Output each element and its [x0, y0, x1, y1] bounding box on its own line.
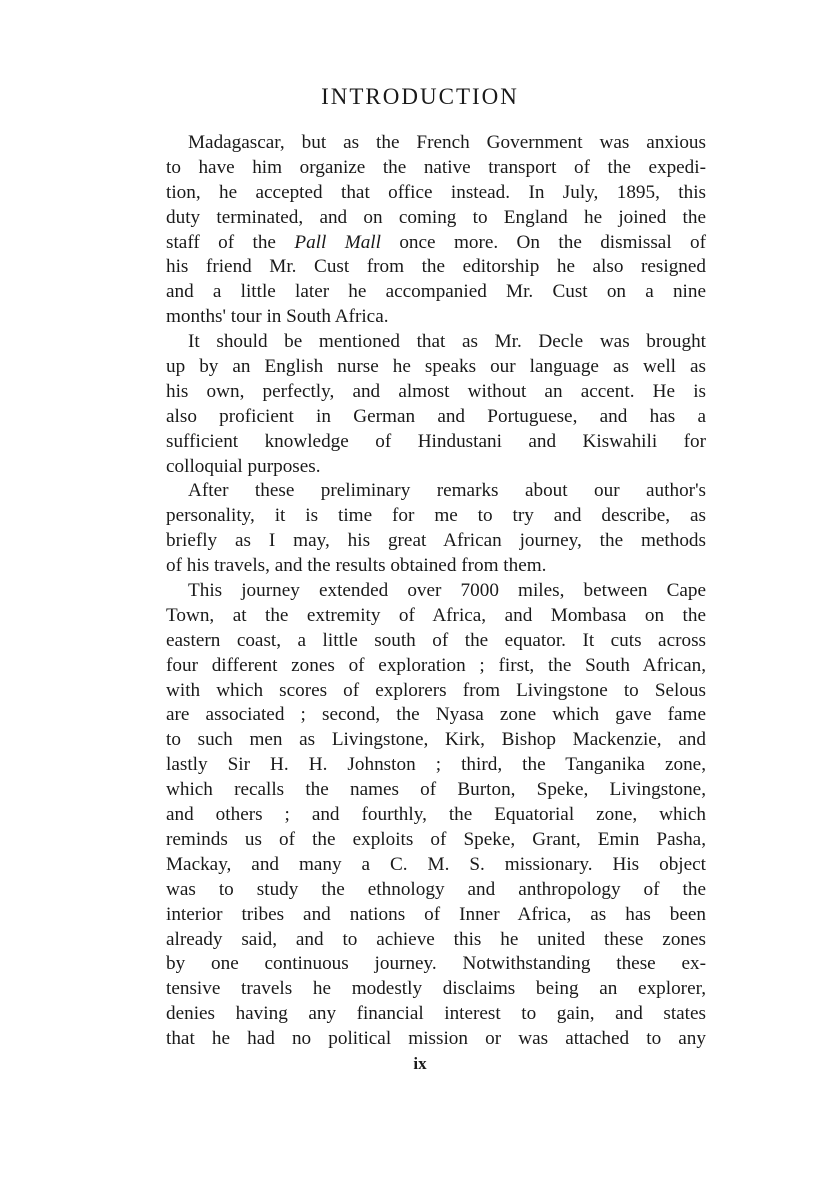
text-line: was to study the ethnology and anthropology of the [166, 878, 706, 900]
text-line: It should be mentioned that as Mr. Decle was brought [188, 331, 706, 353]
text-line: Madagascar, but as the French Government was anxious [188, 132, 706, 153]
text-line: interior tribes and nations of Inner Africa, as has been [166, 903, 706, 925]
text-line: are associated ; second, the Nyasa zone which gave fame [166, 704, 706, 726]
text-line: and a little later he accompanied Mr. Cust on a nine [166, 281, 706, 303]
paragraph [166, 579, 706, 1052]
text-line: up by an English nurse he speaks our language as well as [166, 356, 706, 378]
text-line: sufficient knowledge of Hindustani and Kiswahili for [166, 430, 706, 452]
text-line: briefly as I may, his great African journey, the methods [166, 530, 706, 552]
text-line: After these preliminary remarks about our author's [188, 480, 706, 502]
page-title: INTRODUCTION [321, 84, 519, 109]
text-line: with which scores of explorers from Livingstone to Selous [166, 679, 706, 701]
text-line: colloquial purposes. [166, 455, 321, 477]
text-line: personality, it is time for me to try and describe, as [166, 505, 706, 527]
italic-title: Pall Mall [294, 231, 381, 253]
text-line: four different zones of exploration ; first, the South African, [166, 654, 706, 676]
text-line: staff of the Pall Mall once more. On the dismissal of [166, 231, 707, 253]
text-line: also proficient in German and Portuguese, and has a [166, 405, 706, 427]
text-line: of his travels, and the results obtained from them. [166, 555, 547, 577]
text-line: his friend Mr. Cust from the editorship he also resigned [166, 256, 706, 278]
text-line: This journey extended over 7000 miles, between Cape [188, 580, 706, 602]
text-line: tion, he accepted that office instead. In July, 1895, this [166, 181, 706, 203]
text-line: duty terminated, and on coming to England he joined the [166, 206, 706, 228]
text-line: denies having any financial interest to gain, and states [166, 1003, 706, 1025]
page-number: ix [413, 1054, 427, 1073]
text-line: that he had no political mission or was attached to any [166, 1028, 706, 1050]
paragraph [166, 131, 706, 330]
text-line: Mackay, and many a C. M. S. missionary. His object [166, 853, 706, 875]
text-line: reminds us of the exploits of Speke, Grant, Emin Pasha, [166, 828, 706, 850]
paragraph [166, 479, 706, 579]
text-line: to such men as Livingstone, Kirk, Bishop Mackenzie, and [166, 729, 706, 751]
text-line: and others ; and fourthly, the Equatorial zone, which [166, 804, 706, 826]
paragraph [166, 330, 706, 479]
body-text [166, 131, 706, 1052]
text-line: lastly Sir H. H. Johnston ; third, the Tanganika zone, [166, 754, 706, 776]
text-line: to have him organize the native transport of the expedi- [166, 156, 706, 178]
text-line: eastern coast, a little south of the equator. It cuts across [166, 629, 706, 651]
text-line: Town, at the extremity of Africa, and Mombasa on the [166, 604, 706, 626]
text-line: months' tour in South Africa. [166, 306, 389, 328]
text-line: which recalls the names of Burton, Speke, Livingstone, [166, 779, 706, 801]
text-line: already said, and to achieve this he united these zones [166, 928, 706, 950]
text-line: by one continuous journey. Notwithstanding these ex- [166, 953, 706, 975]
text-line: tensive travels he modestly disclaims being an explorer, [166, 978, 706, 1000]
text-line: his own, perfectly, and almost without an accent. He is [166, 380, 706, 402]
